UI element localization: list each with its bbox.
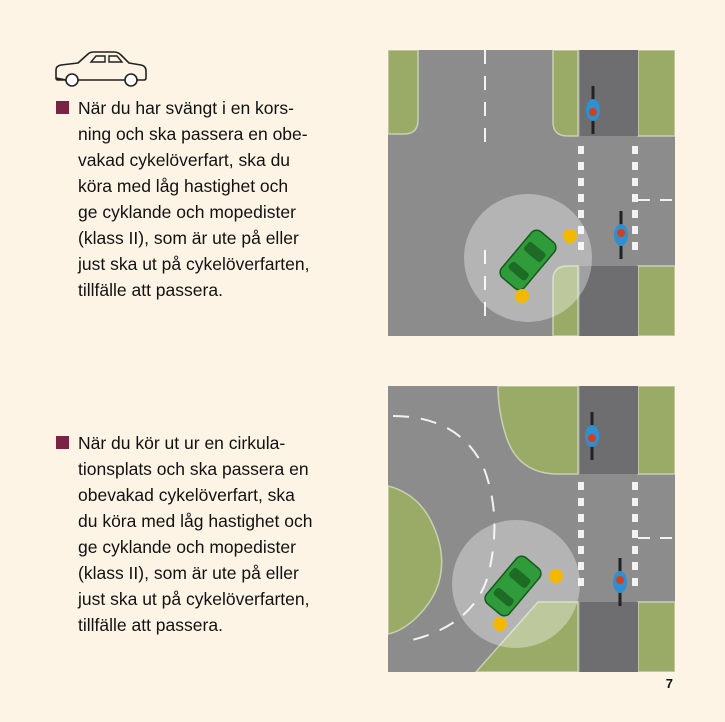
text-line: köra med låg hastighet och xyxy=(78,176,289,196)
text-line: obevakad cykelöverfart, ska xyxy=(78,485,295,505)
text-line: just ska ut på cykelöverfarten, xyxy=(78,589,310,609)
text-line: tillfälle att passera. xyxy=(78,615,223,635)
paragraph-roundabout xyxy=(56,430,356,638)
bullet-square xyxy=(56,436,69,449)
text-line: ning och ska passera en obe- xyxy=(78,124,308,144)
text-line: vakad cykelöverfart, ska du xyxy=(78,150,291,170)
text-line: När du kör ut ur en cirkula- xyxy=(78,433,286,453)
car-outline-icon xyxy=(52,48,148,90)
text-line: tillfälle att passera. xyxy=(78,280,223,300)
text-line: just ska ut på cykelöverfarten, xyxy=(78,254,310,274)
text-line: ge cyklande och mopedister xyxy=(78,202,296,222)
paragraph-intersection xyxy=(56,95,356,303)
text-line: tionsplats och ska passera en xyxy=(78,459,309,479)
text-line: du köra med låg hastighet och xyxy=(78,511,313,531)
text-line: (klass II), som är ute på eller xyxy=(78,563,299,583)
text-line: ge cyklande och mopedister xyxy=(78,537,296,557)
roundabout-illustration xyxy=(388,386,675,672)
text-line: När du har svängt i en kors- xyxy=(78,98,294,118)
page-number: 7 xyxy=(665,676,673,691)
text-line: (klass II), som är ute på eller xyxy=(78,228,299,248)
intersection-illustration xyxy=(388,50,675,336)
bullet-square xyxy=(56,101,69,114)
